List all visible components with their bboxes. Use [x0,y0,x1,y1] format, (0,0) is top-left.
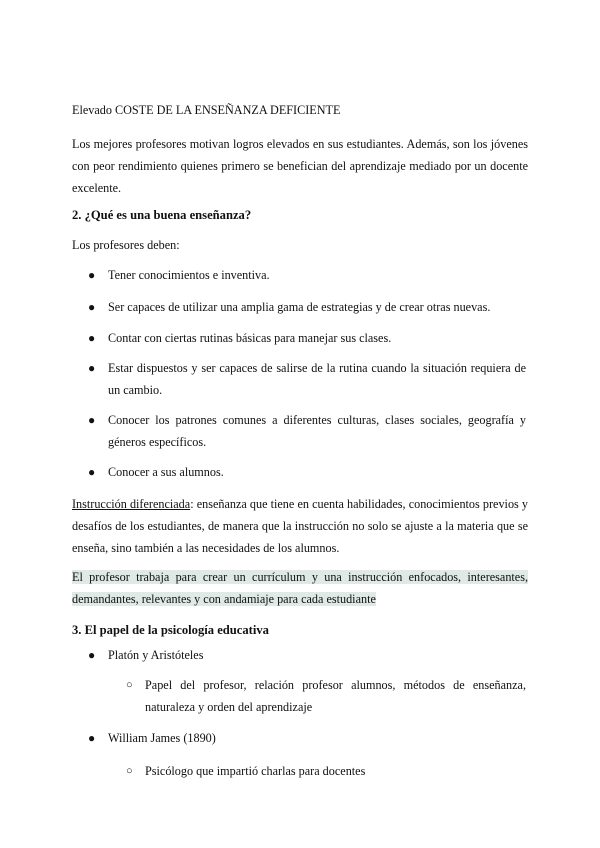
document-title: Elevado COSTE DE LA ENSEÑANZA DEFICIENTE [72,103,341,117]
bullet-marker: ● [88,300,96,314]
section-3-heading: 3. El papel de la psicología educativa [72,623,269,637]
definition-term: Instrucción diferenciada [72,497,191,511]
bullet-marker: ● [88,465,96,479]
highlighted-text: El profesor trabaja para crear un currículum y una instrucción enfocados, interesantes, demandantes, relevantes y con andamiaje para cada estudiante [72,570,528,606]
section-2-lead: Los profesores deben: [72,238,180,252]
highlighted-paragraph [72,566,528,610]
definition-text: : enseñanza que tiene en cuenta habilidades, conocimientos previos y desafíos de los estudiantes, de manera que la instrucción no solo se ajuste a la materia que se enseña, sino también a las necesidades de los alumnos. [72,497,528,555]
bullet-item-6: Conocer a sus alumnos. [108,465,224,479]
bullet-marker: ● [88,648,96,662]
section-3-subitem-1: Papel del profesor, relación profesor alumnos, métodos de enseñanza, naturaleza y orden del aprendizaje [145,678,526,714]
intro-paragraph: Los mejores profesores motivan logros elevados en sus estudiantes. Además, son los jóvenes con peor rendimiento quienes primero se benefician del aprendizaje mediado por un docente excelente. [72,137,528,195]
bullet-item-2: Ser capaces de utilizar una amplia gama de estrategias y de crear otras nuevas. [108,300,491,314]
bullet-marker: ● [88,361,96,375]
bullet-item-1: Tener conocimientos e inventiva. [108,268,270,282]
bullet-marker: ● [88,331,96,345]
bullet-marker: ● [88,268,96,282]
bullet-marker: ● [88,413,96,427]
section-3-item-1: Platón y Aristóteles [108,648,204,662]
bullet-item-3: Contar con ciertas rutinas básicas para manejar sus clases. [108,331,392,345]
bullet-item-4: Estar dispuestos y ser capaces de salirse de la rutina cuando la situación requiera de un cambio. [108,361,526,397]
section-2-heading: 2. ¿Qué es una buena enseñanza? [72,208,252,222]
section-3-item-2: William James (1890) [108,731,216,745]
definition-paragraph [72,493,528,559]
bullet-item-5: Conocer los patrones comunes a diferentes culturas, clases sociales, geografía y géneros específicos. [108,413,526,449]
bullet-marker: ● [88,731,96,745]
section-3-subitem-2: Psicólogo que impartió charlas para docentes [145,764,366,778]
sub-bullet-marker: ○ [126,765,133,777]
sub-bullet-marker: ○ [126,679,133,691]
